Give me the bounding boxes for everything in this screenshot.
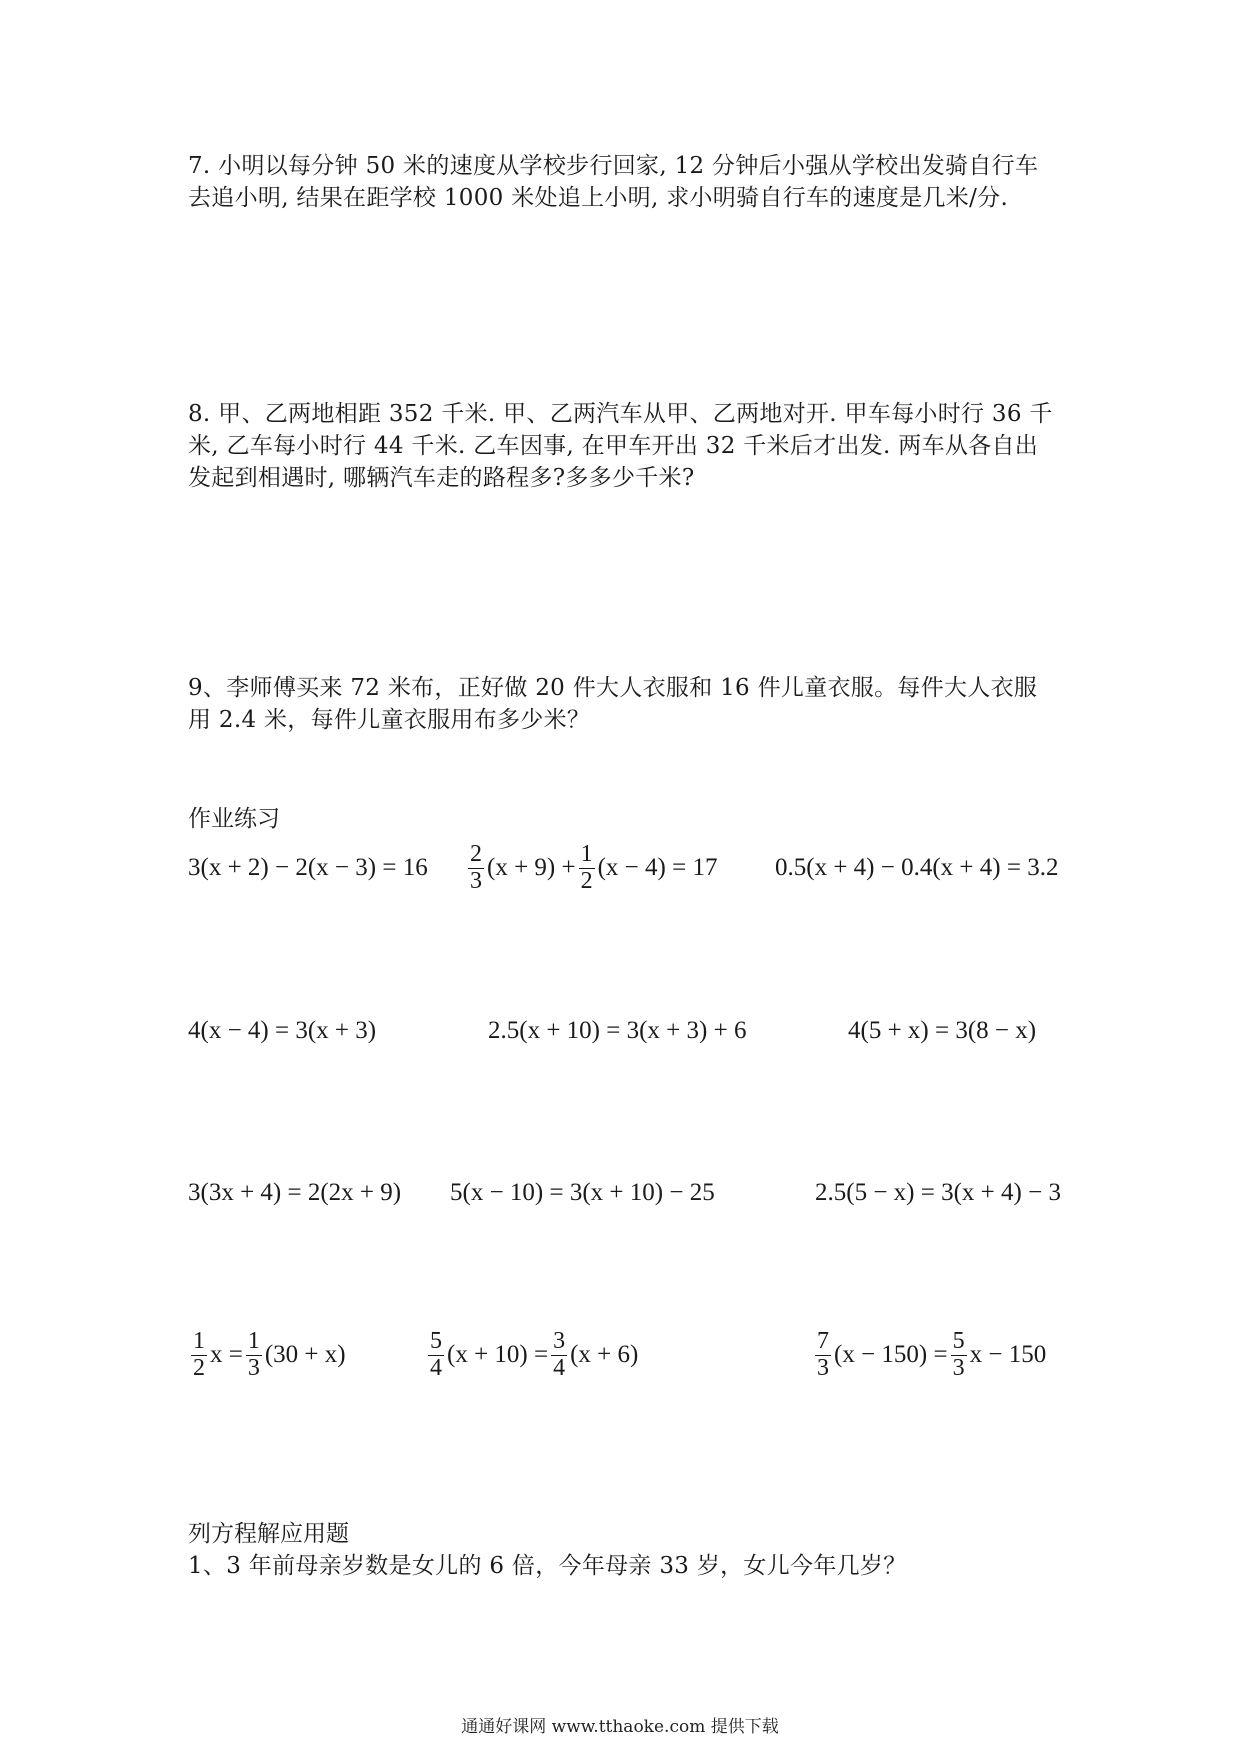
problem-8 bbox=[188, 398, 1058, 494]
fraction: $\frac{5}{4}$ bbox=[430, 1328, 442, 1381]
fraction: $\frac{1}{2}$ bbox=[580, 841, 593, 894]
equation-12: $\frac{7}{3}$ (x − 150) = $\frac{5}{3}$ x − 150 bbox=[817, 1328, 1047, 1381]
equation-3: 0.5(x + 4) − 0.4(x + 4) = 3.2 bbox=[775, 854, 1059, 881]
equation-4: 4(x − 4) = 3(x + 3) bbox=[188, 1017, 377, 1044]
word-problem-1-text: 1、3 年前母亲岁数是女儿的 6 倍，今年母亲 33 岁，女儿今年几岁？ bbox=[188, 1553, 907, 1579]
fraction: $\frac{3}{4}$ bbox=[553, 1328, 566, 1381]
equation-7: 3(3x + 4) = 2(2x + 9) bbox=[188, 1179, 402, 1206]
footer-credit: 通通好课网 www.tthaoke.com 提供下载 bbox=[461, 1717, 779, 1737]
equation-2: $\frac{2}{3}$ (x + 9) + $\frac{1}{2}$ (x − 4) = 17 bbox=[470, 841, 718, 894]
word-problem-1 bbox=[188, 1550, 1058, 1582]
equation-8: 5(x − 10) = 3(x + 10) − 25 bbox=[450, 1179, 715, 1206]
problem-7 bbox=[188, 150, 1058, 214]
equation-5: 2.5(x + 10) = 3(x + 3) + 6 bbox=[488, 1017, 747, 1044]
problem-9 bbox=[188, 672, 1058, 736]
fraction: $\frac{5}{3}$ bbox=[952, 1328, 965, 1381]
equation-10: $\frac{1}{2}$ x = $\frac{1}{3}$ (30 + x) bbox=[193, 1328, 346, 1381]
equation-1: 3(x + 2) − 2(x − 3) = 16 bbox=[188, 854, 428, 881]
fraction: $\frac{7}{3}$ bbox=[817, 1328, 829, 1381]
problem-7-text: 7. 小明以每分钟 50 米的速度从学校步行回家, 12 分钟后小强从学校出发骑自行车去追小明, 结果在距学校 1000 米处追上小明, 求小明骑自行车的速度是几米/分. bbox=[188, 153, 1039, 211]
fraction: $\frac{1}{2}$ bbox=[193, 1328, 205, 1381]
fraction: $\frac{2}{3}$ bbox=[470, 841, 482, 894]
equation-11: $\frac{5}{4}$ (x + 10) = $\frac{3}{4}$ (x + 6) bbox=[430, 1328, 639, 1381]
equation-6: 4(5 + x) = 3(8 − x) bbox=[848, 1017, 1037, 1044]
equation-9: 2.5(5 − x) = 3(x + 4) − 3 bbox=[815, 1179, 1061, 1206]
homework-title: 作业练习 bbox=[188, 806, 280, 832]
word-problems-title: 列方程解应用题 bbox=[188, 1521, 349, 1547]
fraction: $\frac{1}{3}$ bbox=[247, 1328, 260, 1381]
problem-9-text: 9、李师傅买来 72 米布，正好做 20 件大人衣服和 16 件儿童衣服。每件大人衣服用 2.4 米，每件儿童衣服用布多少米？ bbox=[188, 675, 1038, 733]
problem-8-text: 8. 甲、乙两地相距 352 千米. 甲、乙两汽车从甲、乙两地对开. 甲车每小时行 36 千米, 乙车每小时行 44 千米. 乙车因事, 在甲车开出 32 千米后才出发. 两车从各自出发起到相遇时, 哪辆汽车走的路程多?多多少千米? bbox=[188, 401, 1053, 491]
